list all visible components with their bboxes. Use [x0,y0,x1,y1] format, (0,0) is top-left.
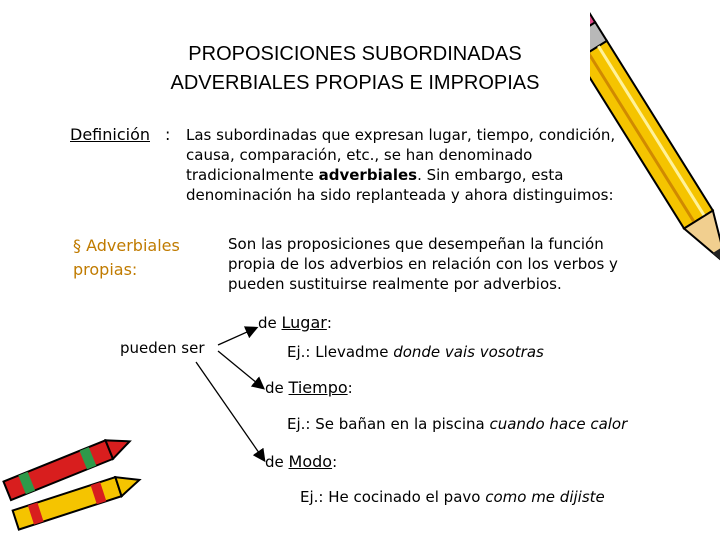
arrow-tiempo [218,351,263,388]
example-tiempo-prefix: Ej.: Se bañan en la piscina [287,415,490,433]
example-lugar-italic: donde vais vosotras [393,343,544,361]
definition-line-3-start: tradicionalmente [186,166,319,184]
branch-modo [265,452,337,471]
title-line-2: ADVERBIALES PROPIAS E IMPROPIAS [170,72,540,94]
branch-modo-prefix: de [265,453,289,471]
crayons-icon [0,425,150,540]
adverbiales-line-1: Son las proposiciones que desempeñan la función [228,235,604,253]
branch-lugar-keyword: Lugar [281,313,327,332]
branch-tiempo-keyword: Tiempo [288,378,348,397]
example-tiempo-italic: cuando hace calor [489,415,628,433]
definition-bold-term: adverbiales [318,166,418,184]
adverbiales-heading-1: Adverbiales [86,236,180,255]
definition-line-3-end: . Sin embargo, esta [417,166,564,184]
title-line-1: PROPOSICIONES SUBORDINADAS [188,43,522,65]
branch-tiempo-prefix: de [265,379,289,397]
pencil-icon [590,0,720,300]
example-modo-italic: como me dijiste [485,488,605,506]
bullet-icon: § [73,236,81,255]
branch-tiempo [265,378,353,397]
definition-line-1: Las subordinadas que expresan lugar, tiempo, condición, [186,126,616,144]
definition-colon: : [165,125,171,144]
definition-line-2: causa, comparación, etc., se han denominado [186,146,533,164]
branch-lugar-prefix: de [258,314,282,332]
branch-modo-suffix: : [332,453,338,471]
definition-line-4: denominación ha sido replanteada y ahora distinguimos: [186,186,614,204]
arrow-modo [196,362,264,460]
pueden-ser-label: pueden ser [120,339,205,357]
adverbiales-line-3: pueden sustituirse realmente por adverbios. [228,275,562,293]
branch-tiempo-suffix: : [347,379,353,397]
example-modo [300,488,605,506]
example-lugar [287,343,544,361]
arrow-lugar [218,328,256,345]
branch-lugar-suffix: : [326,314,332,332]
example-tiempo [287,415,627,433]
adverbiales-line-2: propia de los adverbios en relación con los verbos y [228,255,618,273]
definition-label: Definición [70,125,150,144]
example-modo-prefix: Ej.: He cocinado el pavo [300,488,486,506]
adverbiales-heading-2: propias: [73,260,138,279]
example-lugar-prefix: Ej.: Llevadme [287,343,394,361]
branch-lugar [258,313,332,332]
branch-modo-keyword: Modo [288,452,333,471]
